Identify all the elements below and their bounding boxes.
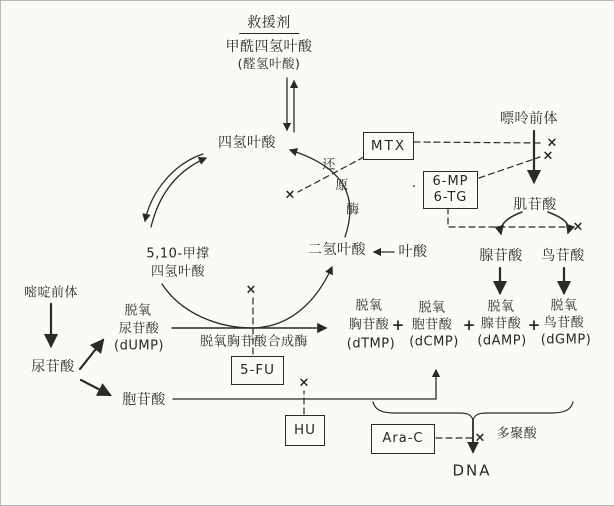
brace-dnmps — [373, 402, 573, 420]
dashed-6mp-to-purine-arrow — [479, 157, 540, 178]
hu-drug-box — [285, 415, 325, 446]
5fu-drug-box — [231, 356, 284, 385]
arc-imp-to-gmp — [548, 212, 569, 233]
dump-line3: (dUMP) — [114, 338, 164, 354]
6mp-label: 6-MP — [432, 173, 469, 189]
inhibition-x-mtx-reductase: × — [284, 187, 296, 203]
rescue-agent-title: 救援剂 — [239, 16, 299, 34]
inhibition-x-5fu: × — [245, 282, 257, 298]
dump-line1: 脱氧 — [124, 303, 152, 319]
6tg-label: 6-TG — [433, 190, 468, 205]
dump-line2: 尿苷酸 — [118, 321, 160, 337]
reductase-char-2: 原 — [335, 178, 349, 194]
arac-drug-box — [371, 424, 435, 454]
arc-imp-to-amp — [501, 212, 522, 234]
reductase-char-1: 还 — [322, 157, 336, 173]
print-dot: · — [411, 179, 417, 195]
dashed-mtx-to-purine-arrow — [414, 142, 543, 143]
inhibition-x-mtx-purine: × — [546, 135, 558, 151]
inhibition-x-6mp-purine: × — [542, 148, 554, 164]
dcmp-line2: 胞苷酸 — [411, 317, 453, 333]
imp-label: 肌苷酸 — [513, 197, 557, 213]
arac-label: Ara-C — [382, 430, 424, 446]
pyrimidine-precursor-label: 嘧啶前体 — [23, 285, 79, 301]
arrow-ump-to-cmp — [81, 380, 110, 395]
dgmp-line2: 鸟苷酸 — [543, 315, 585, 331]
dtmp-line2: 胸苷酸 — [348, 317, 390, 333]
damp-line1: 脱氧 — [487, 299, 515, 315]
6mp-6tg-drug-box — [423, 171, 478, 209]
folate-label: 叶酸 — [398, 244, 428, 260]
dgmp-line3: (dGMP) — [540, 332, 592, 348]
plus-sign-2: + — [462, 316, 476, 334]
mtx-label: MTX — [370, 137, 407, 154]
methylene-thf-line1: 5,10-甲撑 — [146, 246, 210, 262]
methylene-thf-line2: 四氢叶酸 — [150, 264, 206, 280]
purine-precursor-label: 嘌呤前体 — [500, 111, 558, 127]
arc-methylene-to-thf — [151, 158, 206, 227]
damp-line2: 腺苷酸 — [480, 316, 522, 332]
dna-label: DNA — [452, 461, 492, 480]
plus-sign-1: + — [391, 316, 405, 334]
damp-line3: (dAMP) — [477, 333, 527, 349]
dcmp-line3: (dCMP) — [409, 334, 459, 350]
hu-label: HU — [293, 422, 317, 439]
dcmp-line1: 脱氧 — [418, 300, 446, 316]
leucovorin-label: (醛氢叶酸) — [237, 55, 301, 71]
arc-dhf-to-thf — [290, 150, 350, 237]
polymerase-label: 多聚酸 — [496, 426, 538, 442]
dtmp-line3: (dTMP) — [346, 336, 396, 352]
reductase-char-3: 酶 — [346, 202, 360, 218]
ump-label: 尿苷酸 — [31, 359, 75, 375]
5fu-label: 5-FU — [239, 362, 276, 379]
dtmp-line1: 脱氧 — [355, 298, 383, 314]
amp-label: 腺苷酸 — [479, 248, 523, 264]
gmp-label: 鸟苷酸 — [541, 248, 585, 264]
synthase-label: 脱氧胸苷酸合成酶 — [199, 334, 309, 350]
dgmp-line1: 脱氧 — [550, 298, 578, 314]
mtx-drug-box — [363, 132, 414, 160]
arrow-ump-to-dump — [80, 340, 103, 369]
plus-sign-3: + — [527, 316, 541, 334]
inhibition-x-hu: × — [298, 375, 310, 391]
cmp-label: 胞苷酸 — [122, 392, 166, 408]
inhibition-x-arac: × — [474, 430, 486, 446]
thf-label: 四氢叶酸 — [218, 135, 276, 151]
inhibition-x-6mp-branches: × — [572, 219, 584, 235]
dhf-label: 二氢叶酸 — [308, 242, 366, 258]
formyl-thf-label: 甲酰四氢叶酸 — [225, 39, 313, 55]
